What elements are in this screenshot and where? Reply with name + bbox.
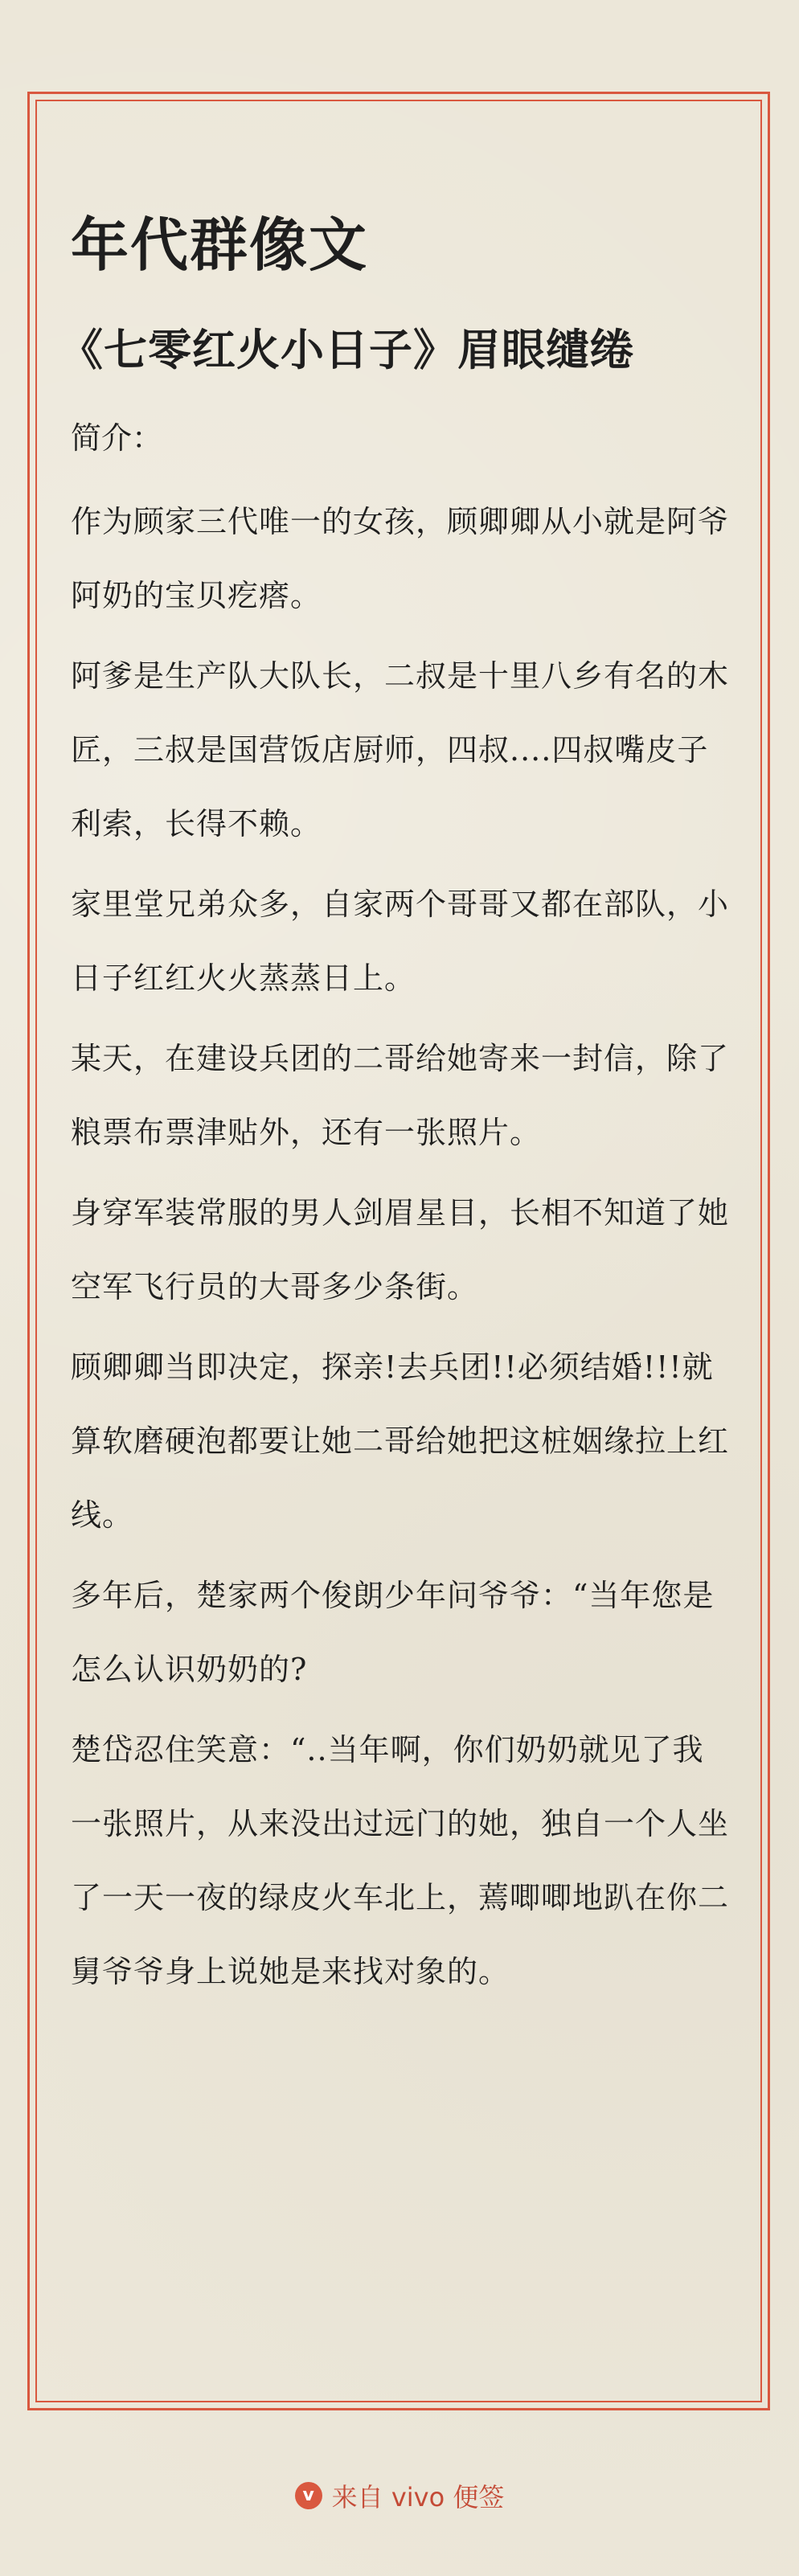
paragraph: 多年后，楚家两个俊朗少年问爷爷：“当年您是怎么认识奶奶的? — [71, 1578, 715, 1687]
paragraph: 作为顾家三代唯一的女孩，顾卿卿从小就是阿爷阿奶的宝贝疙瘩。 — [71, 504, 730, 613]
paragraph: 阿爹是生产队大队长，二叔是十里八乡有名的木匠，三叔是国营饭店厨师，四叔....四叔嘴皮子利索，长得不赖。 — [71, 658, 730, 842]
footer-source — [0, 2477, 799, 2514]
note-content — [59, 205, 730, 2015]
vivo-logo-icon: v — [295, 2482, 322, 2509]
paragraph: 楚岱忍住笑意：“..当年啊，你们奶奶就见了我一张照片，从来没出过远门的她，独自一个人坐了一天一夜的绿皮火车北上，蔫唧唧地趴在你二舅爷爷身上说她是来找对象的。 — [71, 1732, 730, 1989]
paragraph: 身穿军装常服的男人剑眉星目，长相不知道了她空军飞行员的大哥多少条街。 — [71, 1195, 730, 1304]
book-title: 《七零红火小日子》眉眼缱绻 — [59, 325, 634, 375]
page-title: 年代群像文 — [71, 211, 369, 279]
paragraph: 某天，在建设兵团的二哥给她寄来一封信，除了粮票布票津贴外，还有一张照片。 — [71, 1041, 730, 1150]
intro-label: 简介： — [71, 420, 163, 456]
paragraph: 家里堂兄弟众多，自家两个哥哥又都在部队，小日子红红火火蒸蒸日上。 — [71, 887, 730, 996]
paragraph: 顾卿卿当即决定，探亲!去兵团!!必须结婚!!!就算软磨硬泡都要让她二哥给她把这桩姻缘拉上红线。 — [71, 1349, 730, 1533]
footer-label: 来自 vivo 便签 — [331, 2482, 505, 2513]
